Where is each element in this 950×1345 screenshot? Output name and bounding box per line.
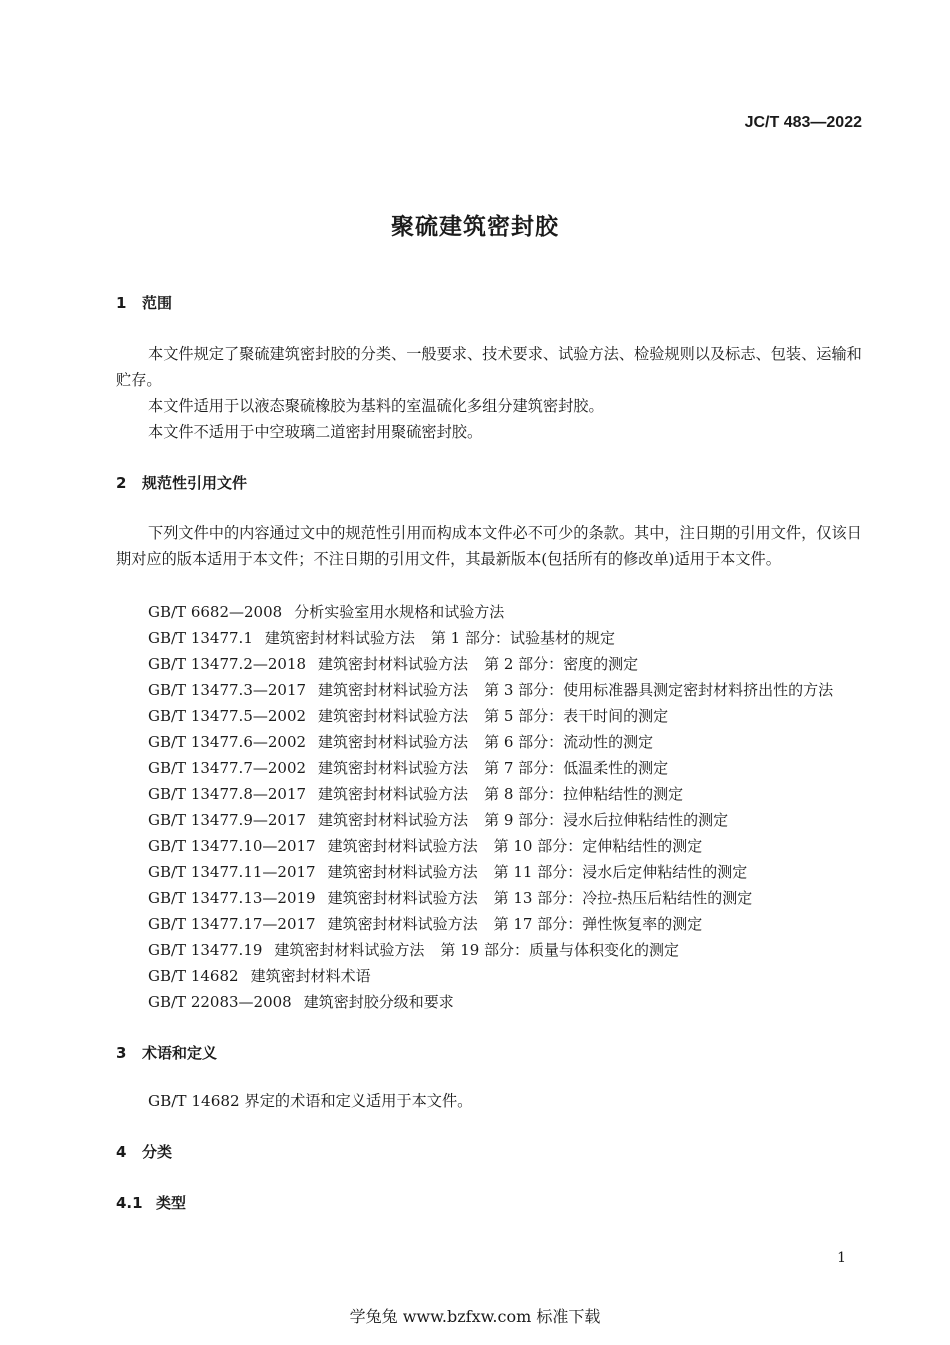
section-title: 术语和定义 xyxy=(142,1044,218,1062)
section-number: 2 xyxy=(116,474,127,492)
reference-part: 第 19 部分：质量与体积变化的测定 xyxy=(440,941,680,959)
reference-part: 第 9 部分：浸水后拉伸粘结性的测定 xyxy=(484,811,729,829)
section-number: 4 xyxy=(116,1143,127,1161)
reference-item xyxy=(148,965,387,986)
reference-part: 第 8 部分：拉伸粘结性的测定 xyxy=(484,785,684,803)
reference-part: 第 6 部分：流动性的测定 xyxy=(484,733,654,751)
reference-item xyxy=(148,757,668,778)
paragraph: 本文件适用于以液态聚硫橡胶为基料的室温硫化多组分建筑密封胶。 xyxy=(148,397,604,415)
reference-title: 建筑密封材料术语 xyxy=(250,967,371,985)
reference-part: 第 17 部分：弹性恢复率的测定 xyxy=(493,915,703,933)
reference-code: GB/T 13477.6—2002 xyxy=(148,733,307,751)
reference-title: 建筑密封材料试验方法 xyxy=(318,707,469,725)
reference-part: 第 7 部分：低温柔性的测定 xyxy=(484,759,669,777)
reference-code: GB/T 13477.9—2017 xyxy=(148,811,307,829)
reference-item xyxy=(148,887,752,908)
section-title: 类型 xyxy=(156,1194,187,1212)
reference-item xyxy=(148,601,520,622)
reference-title: 建筑密封材料试验方法 xyxy=(327,915,478,933)
reference-code: GB/T 13477.10—2017 xyxy=(148,837,316,855)
reference-item xyxy=(148,861,747,882)
reference-code: GB/T 13477.7—2002 xyxy=(148,759,307,777)
section-1-heading xyxy=(116,292,172,313)
section-number: 3 xyxy=(116,1044,127,1062)
section-number: 4.1 xyxy=(116,1194,143,1212)
reference-part: 第 5 部分：表干时间的测定 xyxy=(484,707,669,725)
reference-code: GB/T 13477.13—2019 xyxy=(148,889,316,907)
reference-code: GB/T 13477.3—2017 xyxy=(148,681,307,699)
reference-title: 建筑密封材料试验方法 xyxy=(327,889,478,907)
reference-code: GB/T 13477.11—2017 xyxy=(148,863,316,881)
footer-watermark: 学兔兔 www.bzfxw.com 标准下载 xyxy=(349,1307,601,1326)
reference-title: 建筑密封材料试验方法 xyxy=(274,941,425,959)
reference-code: GB/T 13477.5—2002 xyxy=(148,707,307,725)
reference-code: GB/T 13477.2—2018 xyxy=(148,655,307,673)
reference-code: GB/T 22083—2008 xyxy=(148,993,292,1011)
reference-part: 第 11 部分：浸水后定伸粘结性的测定 xyxy=(493,863,748,881)
reference-code: GB/T 13477.8—2017 xyxy=(148,785,307,803)
reference-item xyxy=(148,783,683,804)
reference-item xyxy=(148,809,728,830)
reference-title: 建筑密封材料试验方法 xyxy=(318,681,469,699)
section-title: 分类 xyxy=(142,1143,173,1161)
reference-title: 建筑密封材料试验方法 xyxy=(318,733,469,751)
reference-part: 第 10 部分：定伸粘结性的测定 xyxy=(493,837,703,855)
section-2-heading xyxy=(116,472,247,493)
reference-item xyxy=(148,835,702,856)
reference-title: 建筑密封材料试验方法 xyxy=(327,863,478,881)
reference-title: 建筑密封材料试验方法 xyxy=(318,785,469,803)
reference-part: 第 1 部分：试验基材的规定 xyxy=(430,629,615,647)
reference-title: 分析实验室用水规格和试验方法 xyxy=(294,603,505,621)
reference-code: GB/T 13477.1 xyxy=(148,629,253,647)
reference-item xyxy=(148,627,615,648)
reference-part: 第 3 部分：使用标准器具测定密封材料挤出性的方法 xyxy=(484,681,834,699)
reference-part: 第 13 部分：冷拉-热压后粘结性的测定 xyxy=(493,889,753,907)
section-4-1-heading xyxy=(116,1192,186,1213)
reference-title: 建筑密封材料试验方法 xyxy=(318,811,469,829)
paragraph: 本文件规定了聚硫建筑密封胶的分类、一般要求、技术要求、试验方法、检验规则以及标志、包装、运输和贮存。 xyxy=(116,345,862,389)
reference-title: 建筑密封材料试验方法 xyxy=(318,759,469,777)
paragraph: GB/T 14682 界定的术语和定义适用于本文件。 xyxy=(148,1092,473,1110)
paragraph: 本文件不适用于中空玻璃二道密封用聚硫密封胶。 xyxy=(148,423,483,441)
reference-code: GB/T 6682—2008 xyxy=(148,603,283,621)
section-3-heading xyxy=(116,1042,217,1063)
section-title: 规范性引用文件 xyxy=(142,474,248,492)
reference-title: 建筑密封材料试验方法 xyxy=(327,837,478,855)
paragraph: 下列文件中的内容通过文中的规范性引用而构成本文件必不可少的条款。其中，注日期的引用文件，仅该日期对应的版本适用于本文件；不注日期的引用文件，其最新版本(包括所有的修改单)适用于本文件。 xyxy=(116,524,862,568)
reference-item xyxy=(148,913,702,934)
reference-title: 建筑密封材料试验方法 xyxy=(264,629,415,647)
section-title: 范围 xyxy=(142,294,173,312)
reference-title: 建筑密封材料试验方法 xyxy=(318,655,469,673)
reference-part: 第 2 部分：密度的测定 xyxy=(484,655,639,673)
reference-code: GB/T 14682 xyxy=(148,967,239,985)
reference-title: 建筑密封胶分级和要求 xyxy=(303,993,454,1011)
reference-item xyxy=(148,705,668,726)
reference-item xyxy=(148,679,833,700)
reference-item xyxy=(148,939,679,960)
page-number: 1 xyxy=(837,1250,846,1266)
reference-item xyxy=(148,991,470,1012)
reference-item xyxy=(148,731,653,752)
section-4-heading xyxy=(116,1141,172,1162)
document-title: 聚硫建筑密封胶 xyxy=(391,214,559,240)
reference-item xyxy=(148,653,638,674)
reference-code: GB/T 13477.17—2017 xyxy=(148,915,316,933)
standard-code: JC/T 483—2022 xyxy=(744,114,862,131)
reference-code: GB/T 13477.19 xyxy=(148,941,263,959)
section-number: 1 xyxy=(116,294,127,312)
